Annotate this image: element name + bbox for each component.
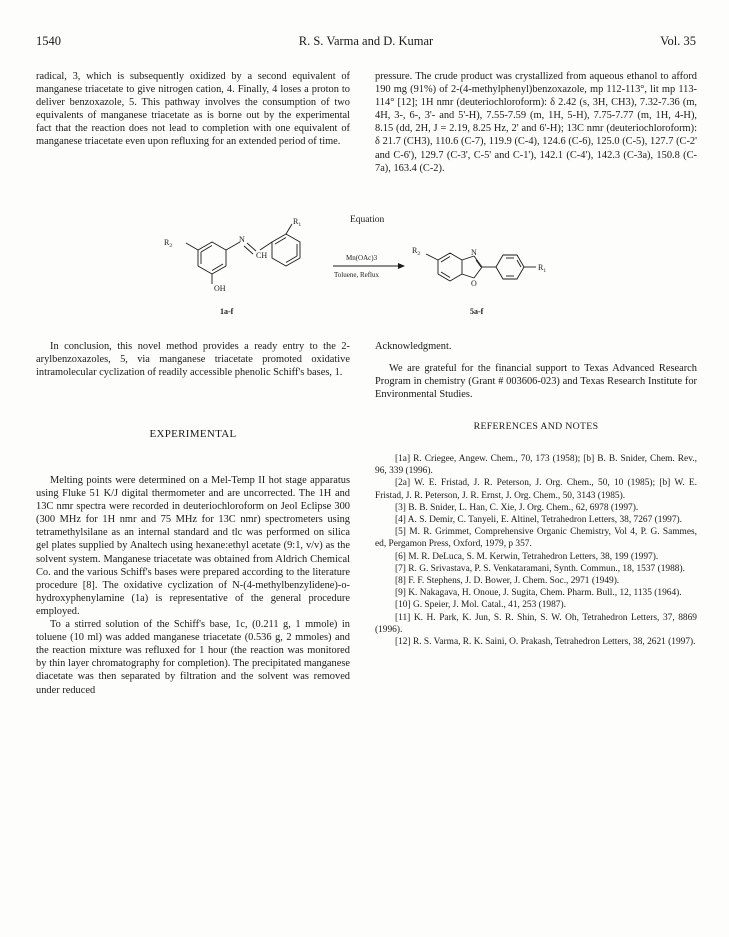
left-column-lower [36,340,350,379]
reference-item: [5] M. R. Grimmet, Comprehensive Organic Chemistry, Vol 4, P. G. Sammes, ed, Pergamon Press, Oxford, 1979, p 357. [375,527,697,550]
r2-substituent-product: $R_2$ [412,246,421,257]
acknowledgment-heading: Acknowledgment. [375,341,452,352]
reagent-label: Mn(OAc)3 [346,254,378,262]
imine-nitrogen: N [239,235,245,244]
reference-item: [3] B. B. Snider, L. Han, C. Xie, J. Org. Chem., 62, 6978 (1997). [395,502,639,513]
acknowledgment-text: We are grateful for the financial support to Texas Advanced Research Program in chemistry (Grant # 003606-023) and Texas Research Institute for Environmental Studies. [375,363,697,401]
reaction-arrow [333,263,405,269]
running-header [36,34,696,50]
reference-item: [12] R. S. Varma, R. K. Saini, O. Prakash, Tetrahedron Letters, 38, 2621 (1997). [395,637,696,648]
starting-material-label: 1a-f [220,307,234,316]
oxazole-nitrogen: N [471,248,477,257]
reference-item: [8] F. F. Stephens, J. D. Bower, J. Chem. Soc., 2971 (1949). [395,576,620,587]
reference-item: [2a] W. E. Fristad, J. R. Peterson, J. Org. Chem., 50, 10 (1985); [b] W. E. Fristad, J. R. Peterson, J. R. Ernst, J. Org. Chem., 50, 3143 (1985). [375,478,697,501]
r1-substituent-product: $R_1$ [538,263,547,274]
references-heading: REFERENCES AND NOTES [473,421,599,432]
experimental-methods-paragraph: Melting points were determined on a Mel-Temp II hot stage apparatus using Fluke 51 K/J digital thermometer and are uncorrected. The 1H and 13C nmr spectra were recorded in deuteriochloroform on Jeol Eclipse 300 (300 MHz for 1H nmr and 75 MHz for 13C nmr) spectrometers using tetramethylsilane as an internal standard and tlc was performed on silica gel plates supplied by Analtech using hexane:ethyl acetate (9:1, v/v) as the solvent system. Manganese triacetate was obtained from Aldrich Chemical Co. and the various Schiff's bases were prepared according to the literature procedure [8]. The oxidative cyclization of N-(4-methylbenzylidene)-o-hydroxyphenylamine (1a) is representative of the general procedure employed. [36,475,350,617]
left-column-top [36,70,350,149]
volume-label: Vol. 35 [660,34,696,48]
starting-material-structure [186,224,300,284]
phenol-oh: OH [214,284,226,293]
running-authors: R. S. Varma and D. Kumar [298,34,434,48]
conditions-label: Toluene, Reflux [334,271,379,279]
r1-substituent-start: $R_1$ [293,217,302,228]
product-structure [426,253,536,281]
product-label: 5a-f [470,307,484,316]
acknowledgment-section [375,340,697,401]
reaction-scheme-drawing [150,210,620,330]
experimental-section [36,474,350,697]
reference-item: [4] A. S. Demir, C. Tanyeli, E. Altinel, Tetrahedron Letters, 38, 7267 (1997). [395,515,682,526]
mechanism-paragraph: radical, 3, which is subsequently oxidized by a second equivalent of manganese triacetate to give nitrogen cation, 4. Finally, 4 loses a proton to deliver benzoxazole, 5. This pathway involves the consumption of two equivalents of manganese triacetate as is borne out by the experimental fact that the reaction does not lead to completion with one equivalent of manganese triacetate even upon refluxing for an extended period of time. [36,71,350,148]
reference-item: [9] K. Nakagava, H. Onoue, J. Sugita, Chem. Pharm. Bull., 12, 1135 (1964). [395,588,682,599]
page-number: 1540 [36,34,61,48]
product-data-paragraph: pressure. The crude product was crystallized from aqueous ethanol to afford 190 mg (91%) of 2-(4-methylphenyl)benzoxazole, mp 112-113°, lit mp 113-114° [12]; 1H nmr (deuteriochloroform): δ 2.42 (s, 3H, CH3), 7.32-7.36 (m, 4H, 3-, 6-, 3'- and 5'-H), 7.55-7.59 (m, 1H, 5-H), 7.75-7.77 (m, 1H, 4-H), 8.15 (dd, 2H, J = 2.19, 8.25 Hz, 2' and 6'-H); 13C nmr (deuteriochloroform): δ 21.7 (CH3), 110.6 (C-7), 119.9 (C-4), 124.6 (C-6), 125.0 (C-5), 127.7 (C-2' and C-6'), 129.7 (C-3', C-5' and C-1'), 142.1 (C-4'), 142.3 (C-3a), 150.8 (C-7a), 163.4 (C-2). [375,71,697,174]
scheme-title: Equation [350,215,385,225]
right-column-top [375,70,697,175]
r2-substituent-start: $R_2$ [164,238,173,249]
reaction-scheme [150,210,620,330]
reference-item: [10] G. Speier, J. Mol. Catal., 41, 253 (1987). [395,600,566,611]
reference-item: [7] R. G. Srivastava, P. S. Venkataramani, Synth. Commun., 18, 1537 (1988). [395,563,685,574]
experimental-procedure-paragraph: To a stirred solution of the Schiff's base, 1c, (0.211 g, 1 mmole) in toluene (10 ml) was added manganese triacetate (0.536 g, 2 mmoles) and the reaction mixture was refluxed for 1 hour (the reaction was monitored by thin layer chromatography for completion). The precipitated manganese diacetate was then separated by filtration and the solvent was removed under reduced [36,619,350,696]
references-list [375,453,697,648]
conclusion-paragraph: In conclusion, this novel method provides a ready entry to the 2-arylbenzoxazoles, 5, via manganese triacetate promoted oxidative intramolecular cyclization of readily accessible phenolic Schiff's bases, 1. [36,341,350,379]
reference-item: [6] M. R. DeLuca, S. M. Kerwin, Tetrahedron Letters, 38, 199 (1997). [395,551,659,562]
oxazole-oxygen: O [471,279,477,288]
reference-item: [11] K. H. Park, K. Jun, S. R. Shin, S. W. Oh, Tetrahedron Letters, 37, 8869 (1996). [375,612,697,635]
experimental-heading: EXPERIMENTAL [149,428,237,440]
reference-item: [1a] R. Criegee, Angew. Chem., 70, 173 (1958); [b] B. B. Snider, Chem. Rev., 96, 339 (1996). [375,454,697,477]
imine-ch: CH [256,251,268,260]
